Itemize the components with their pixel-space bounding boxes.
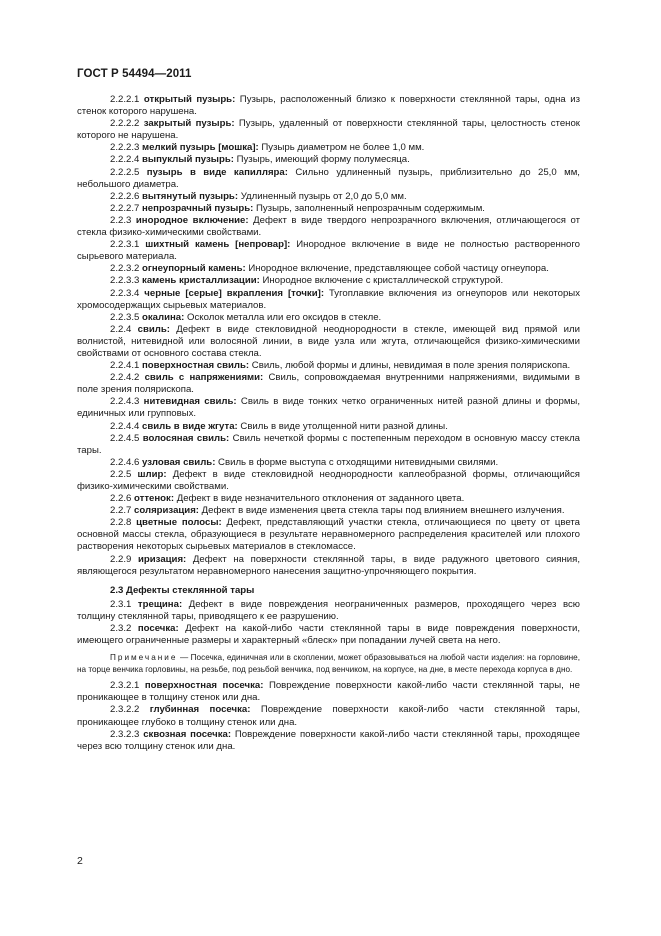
definition-paragraph [77, 324, 580, 360]
clause-number: 2.2.2.2 [110, 118, 140, 130]
clause-number: 2.2.4.4 [110, 420, 140, 432]
definition-paragraph [77, 457, 580, 469]
definition-text: Пузырь, расположенный близко к поверхности стеклянной тары, одна из стенок которого нарушена. [77, 94, 580, 118]
term: волосяная свиль: [142, 432, 230, 444]
term: оттенок: [134, 493, 175, 505]
clause-number: 2.2.3 [110, 214, 132, 226]
definition-text: Свиль нечеткой формы с постепенным переходом в основную массу стекла тары. [77, 432, 581, 456]
definition-paragraph [77, 517, 580, 553]
definition-text: Пузырь, имеющий форму полумесяца. [233, 154, 410, 166]
term: посечка: [137, 623, 179, 635]
definition-paragraph [77, 167, 580, 191]
term: свиль с напряжениями: [144, 372, 264, 384]
term: шлир: [137, 468, 167, 480]
definition-text: Дефект в виде стекловидной неоднородности каплеобразной формы, отличающийся физико-химическими свойствами. [77, 468, 580, 492]
section-heading: 2.3 Дефекты стеклянной тары [110, 584, 255, 596]
document-header: ГОСТ Р 54494—2011 [77, 68, 192, 80]
term: трещина: [137, 598, 183, 610]
definition-text: Пузырь, заполненный непрозрачным содержимым. [253, 202, 485, 214]
clause-number: 2.3.2.1 [110, 680, 140, 692]
term: нитевидная свиль: [143, 396, 237, 408]
clause-number: 2.3.2.2 [110, 704, 140, 716]
clause-number: 2.3.1 [110, 598, 132, 610]
definition-paragraph [77, 203, 580, 215]
definition-text: Дефект в виде твердого непрозрачного включения, отличающегося от стекла физико-химическими свойствами. [77, 214, 581, 239]
definition-text: Дефект, представляющий участки стекла, отличающиеся по цвету от цвета основной массы стекла, образующиеся в результате неравномерного распределения красителей или плохого растворения некоторых сырьевых материалов в стекломассе. [77, 517, 581, 553]
definition-paragraph [77, 433, 580, 457]
definition-text: Свиль, любой формы и длины, невидимая в поле зрения полярископа. [249, 360, 571, 372]
definition-paragraph [77, 360, 580, 372]
definition-text: Инородное включение в виде не полностью растворенного сырьевого материала. [77, 239, 581, 263]
definition-paragraph [77, 505, 580, 517]
clause-number: 2.2.2.6 [110, 190, 140, 202]
clause-number: 2.2.3.4 [110, 287, 140, 299]
definition-text: Сильно удлиненный пузырь, приблизительно до 25,0 мм, небольшого диаметра. [77, 166, 580, 190]
definition-paragraph [77, 372, 580, 396]
term: мелкий пузырь [мошка]: [142, 142, 259, 154]
term: закрытый пузырь: [143, 118, 235, 130]
clause-number: 2.2.4.2 [110, 372, 140, 384]
clause-number: 2.2.6 [110, 493, 132, 505]
term: свиль в виде жгута: [142, 420, 238, 432]
definition-text: Дефект на поверхности стеклянной тары, в виде радужного цветового сияния, являющегося результатом неравномерного нанесения защитно-упрочняющего покрытия. [77, 553, 580, 577]
definition-text: Свиль, сопровождаемая внутренними напряжениями, видимыми в поле зрения полярископа. [77, 372, 580, 396]
clause-number: 2.2.4.3 [110, 396, 140, 408]
term: узловая свиль: [142, 456, 216, 468]
definition-text: Удлиненный пузырь от 2,0 до 5,0 мм. [238, 190, 407, 202]
definition-text: Инородное включение с кристаллической структурой. [259, 275, 504, 287]
definition-text: Повреждение поверхности какой-либо части стеклянной тары, проникающее глубоко в толщину стенок или дна. [77, 704, 581, 728]
clause-number: 2.2.3.1 [110, 239, 140, 251]
definition-paragraph [77, 421, 580, 433]
term: пузырь в виде капилляра: [146, 166, 288, 178]
clause-number: 2.2.3.2 [110, 263, 140, 275]
definition-paragraph [77, 94, 580, 118]
definition-paragraph [77, 493, 580, 505]
definition-text: Пузырь диаметром не более 1,0 мм. [258, 142, 425, 154]
term: свиль: [137, 323, 170, 335]
definition-text: Дефект в виде повреждения неограниченных размеров, проходящего через всю толщину стеклянной тары, приводящего к ее разрушению. [77, 598, 580, 622]
clause-number: 2.3.2.3 [110, 728, 140, 740]
definition-paragraph [77, 288, 580, 312]
clause-number: 2.2.2.5 [110, 166, 140, 178]
clause-number: 2.2.9 [110, 553, 132, 565]
definition-text: Повреждение поверхности какой-либо части стеклянной тары, не проникающее в толщину стенок или дна. [77, 680, 580, 704]
definition-paragraph [77, 469, 580, 493]
term: соляризация: [134, 505, 199, 517]
definition-paragraph [77, 599, 580, 623]
definition-text: Свиль в виде утолщенной нити разной длины. [237, 420, 448, 432]
term: шихтный камень [непровар]: [145, 239, 291, 251]
definition-text: Дефект в виде стекловидной неоднородности в стекле, имеющей вид прямой или волнистой, нитевидной или волосяной линии, в виде узла или жгута, отличающейся физико-химическими свойствами от основного состава стекла. [77, 323, 580, 359]
term: окалина: [142, 311, 185, 323]
definition-paragraph [77, 554, 580, 578]
definition-text: Пузырь, удаленный от поверхности стеклянной тары, целостность стенок которого не нарушена. [77, 118, 580, 142]
definition-paragraph [77, 118, 580, 142]
term: сквозная посечка: [143, 728, 232, 740]
term: иризация: [138, 553, 187, 565]
note-label: Примечание [110, 653, 178, 663]
clause-number: 2.2.4.1 [110, 360, 140, 372]
term: камень кристаллизации: [142, 275, 260, 287]
clause-number: 2.2.2.7 [110, 202, 140, 214]
definition-paragraph [77, 263, 580, 275]
definition-text: Дефект на какой-либо части стеклянной тары в виде повреждения поверхности, имеющего ограниченные размеры и характерный «блеск» при попадании лучей света на него. [77, 623, 580, 647]
term: поверхностная свиль: [142, 360, 250, 372]
term: непрозрачный пузырь: [142, 202, 254, 214]
definition-paragraph [77, 215, 580, 239]
definition-paragraph [77, 729, 580, 753]
defect-entries-2-2 [77, 94, 580, 578]
document-body [77, 94, 580, 753]
definition-text: Тугоплавкие включения из огнеупоров или некоторых хромосодержащих сырьевых материалов. [77, 287, 580, 311]
term: открытый пузырь: [143, 94, 236, 105]
term: глубинная посечка: [149, 704, 251, 716]
definition-text: Свиль в виде тонких четко ограниченных нитей разной длины и формы, единичных или групповых. [77, 396, 580, 420]
definition-paragraph [77, 154, 580, 166]
term: черные [серые] вкрапления [точки]: [144, 287, 325, 299]
definition-paragraph [77, 191, 580, 203]
definition-text: Инородное включение, представляющее собой частицу огнеупора. [245, 263, 549, 275]
term: вытянутый пузырь: [142, 190, 239, 202]
clause-number: 2.2.4.5 [110, 432, 140, 444]
term: выпуклый пузырь: [142, 154, 234, 166]
note-text: — Посечка, единичная или в скоплении, может образовываться на любой части изделия: на горловине, на торце венчика горловины, на резьбе, под резьбой венчика, под венчиком, на корпусе, на дне, в месте перехода корпуса в дно. [77, 653, 580, 675]
definition-text: Дефект в виде изменения цвета стекла тары под влиянием внешнего излучения. [199, 505, 565, 517]
definition-paragraph [77, 680, 580, 704]
defect-entries-2-3 [77, 599, 580, 647]
page-number: 2 [77, 855, 83, 867]
defect-entries-2-3-2 [77, 680, 580, 753]
definition-text: Повреждение поверхности какой-либо части стеклянной тары, проходящее через всю толщину стенок или дна. [77, 728, 580, 752]
definition-paragraph [77, 623, 580, 647]
term: цветные полосы: [136, 517, 222, 529]
clause-number: 2.2.3.3 [110, 275, 140, 287]
note [77, 652, 580, 676]
clause-number: 2.2.2.3 [110, 142, 140, 154]
definition-paragraph [77, 312, 580, 324]
clause-number: 2.2.8 [110, 517, 132, 529]
definition-paragraph [77, 142, 580, 154]
definition-paragraph [77, 239, 580, 263]
clause-number: 2.2.3.5 [110, 311, 140, 323]
definition-text: Дефект в виде незначительного отклонения от заданного цвета. [174, 493, 465, 505]
term: огнеупорный камень: [142, 263, 246, 275]
clause-number: 2.2.5 [110, 468, 132, 480]
clause-number: 2.2.2.4 [110, 154, 140, 166]
definition-paragraph [77, 275, 580, 287]
definition-text: Свиль в форме выступа с отходящими нитевидными свилями. [215, 456, 499, 468]
term: поверхностная посечка: [144, 680, 264, 692]
clause-number: 2.3.2 [110, 623, 132, 635]
clause-number: 2.2.4.6 [110, 456, 140, 468]
definition-paragraph [77, 396, 580, 420]
definition-text: Осколок металла или его оксидов в стекле. [184, 311, 382, 323]
term: инородное включение: [135, 214, 249, 226]
definition-paragraph [77, 704, 580, 728]
clause-number: 2.2.2.1 [110, 94, 140, 105]
clause-number: 2.2.7 [110, 505, 132, 517]
clause-number: 2.2.4 [110, 323, 132, 335]
